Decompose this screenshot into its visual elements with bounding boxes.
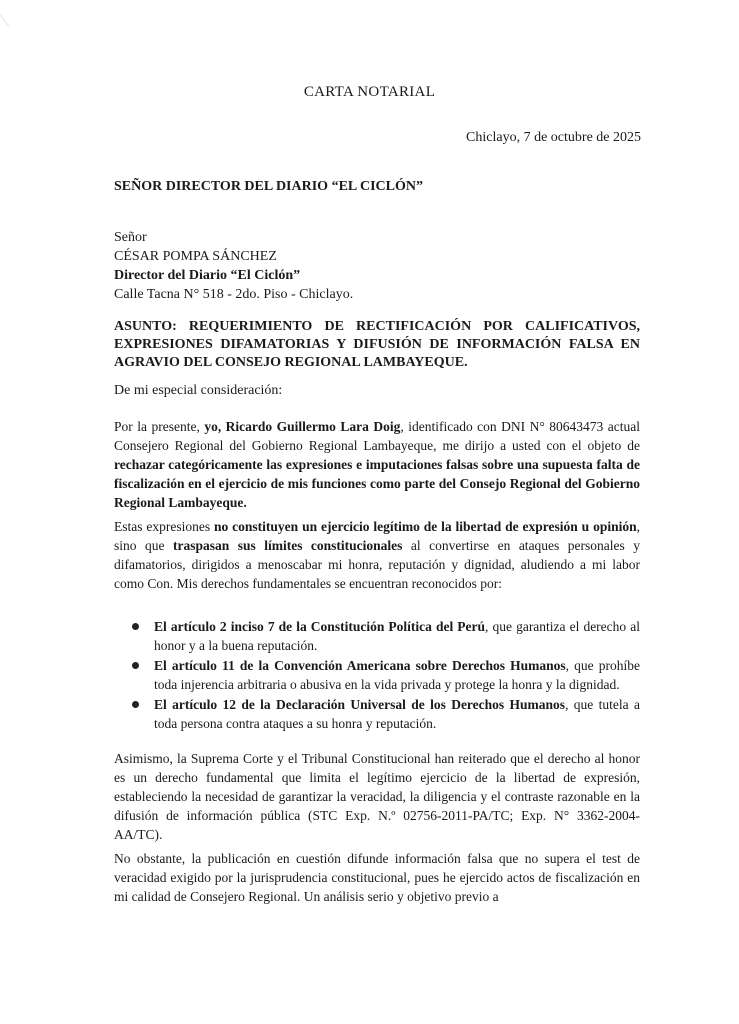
address-salutation: Señor bbox=[114, 230, 147, 245]
p2-text-e: al convertirse en ataques personales y difamatorios, dirigidos a menoscabar mi honra, reputación y dignidad, aludiendo a mi labor como Con. Mis derechos fundamentales se encuentran reconocidos por: bbox=[114, 538, 640, 591]
list-item-text: , que prohíbe toda injerencia arbitraria o abusiva en la vida privada y protege la honra y la dignidad. bbox=[154, 658, 640, 692]
paragraph-2 bbox=[114, 517, 640, 593]
p2-text-c: , sino que bbox=[114, 519, 640, 553]
paragraph-1 bbox=[114, 417, 640, 512]
list-item bbox=[132, 617, 640, 655]
address-role: Director del Diario “El Ciclón” bbox=[114, 268, 301, 283]
list-item-text: , que garantiza el derecho al honor y a la buena reputación. bbox=[154, 619, 640, 653]
scan-mark bbox=[0, 0, 34, 27]
list-item-text: , que tutela a toda persona contra ataques a su honra y reputación. bbox=[154, 697, 640, 731]
subject-block: ASUNTO: REQUERIMIENTO DE RECTIFICACIÓN POR CALIFICATIVOS, EXPRESIONES DIFAMATORIAS Y DIFUSIÓN DE INFORMACIÓN FALSA EN AGRAVIO DEL CONSEJO REGIONAL LAMBAYEQUE. bbox=[114, 319, 640, 370]
rights-list bbox=[132, 617, 640, 734]
bullet-icon bbox=[132, 662, 139, 669]
list-item bbox=[132, 695, 640, 733]
list-item-bold: El artículo 2 inciso 7 de la Constitución Política del Perú bbox=[154, 619, 486, 634]
address-street: Calle Tacna N° 518 - 2do. Piso - Chiclayo. bbox=[114, 287, 354, 302]
greeting: De mi especial consideración: bbox=[114, 383, 283, 398]
list-item-bold: El artículo 11 de la Convención Americana sobre Derechos Humanos bbox=[154, 658, 566, 673]
bullet-icon bbox=[132, 701, 139, 708]
p1-text-b: yo, Ricardo Guillermo Lara Doig bbox=[204, 419, 401, 434]
list-item bbox=[132, 656, 640, 694]
date-line: Chiclayo, 7 de octubre de 2025 bbox=[466, 130, 641, 145]
document-title: CARTA NOTARIAL bbox=[303, 84, 436, 100]
address-block bbox=[114, 228, 353, 304]
list-item-bold: El artículo 12 de la Declaración Universal de los Derechos Humanos bbox=[154, 697, 566, 712]
address-name: CÉSAR POMPA SÁNCHEZ bbox=[114, 249, 277, 264]
bullet-icon bbox=[132, 623, 139, 630]
p2-text-b: no constituyen un ejercicio legítimo de la libertad de expresión u opinión bbox=[214, 519, 637, 534]
paragraph-3: Asimismo, la Suprema Corte y el Tribunal Constitucional han reiterado que el derecho al honor es un derecho fundamental que limita el legítimo ejercicio de la libertad de expresión, estableciendo la necesidad de garantizar la veracidad, la diligencia y el contraste razonable en la difusión de información pública (STC Exp. N.º 02756-2011-PA/TC; Exp. N° 3362-2004-AA/TC). bbox=[114, 751, 640, 842]
p2-text-a: Estas expresiones bbox=[114, 519, 215, 534]
p1-text-d: rechazar categóricamente las expresiones e imputaciones falsas sobre una supuesta falta de fiscalización en el ejercicio de mis funciones como parte del Consejo Regional del Gobierno Regional Lambayeque. bbox=[114, 457, 640, 510]
addressee-heading: SEÑOR DIRECTOR DEL DIARIO “EL CICLÓN” bbox=[114, 179, 423, 194]
paragraph-4: No obstante, la publicación en cuestión difunde información falsa que no supera el test de veracidad exigido por la jurisprudencia constitucional, pues he ejercido actos de fiscalización en mi calidad de Consejero Regional. Un análisis serio y objetivo previo a bbox=[114, 851, 640, 904]
p2-text-d: traspasan sus límites constitucionales bbox=[172, 538, 403, 553]
p1-text-c: , identificado con DNI N° 80643473 actual Consejero Regional del Gobierno Regional Lambayeque, me dirijo a usted con el objeto de bbox=[114, 419, 640, 453]
p1-text-a: Por la presente, bbox=[114, 419, 205, 434]
